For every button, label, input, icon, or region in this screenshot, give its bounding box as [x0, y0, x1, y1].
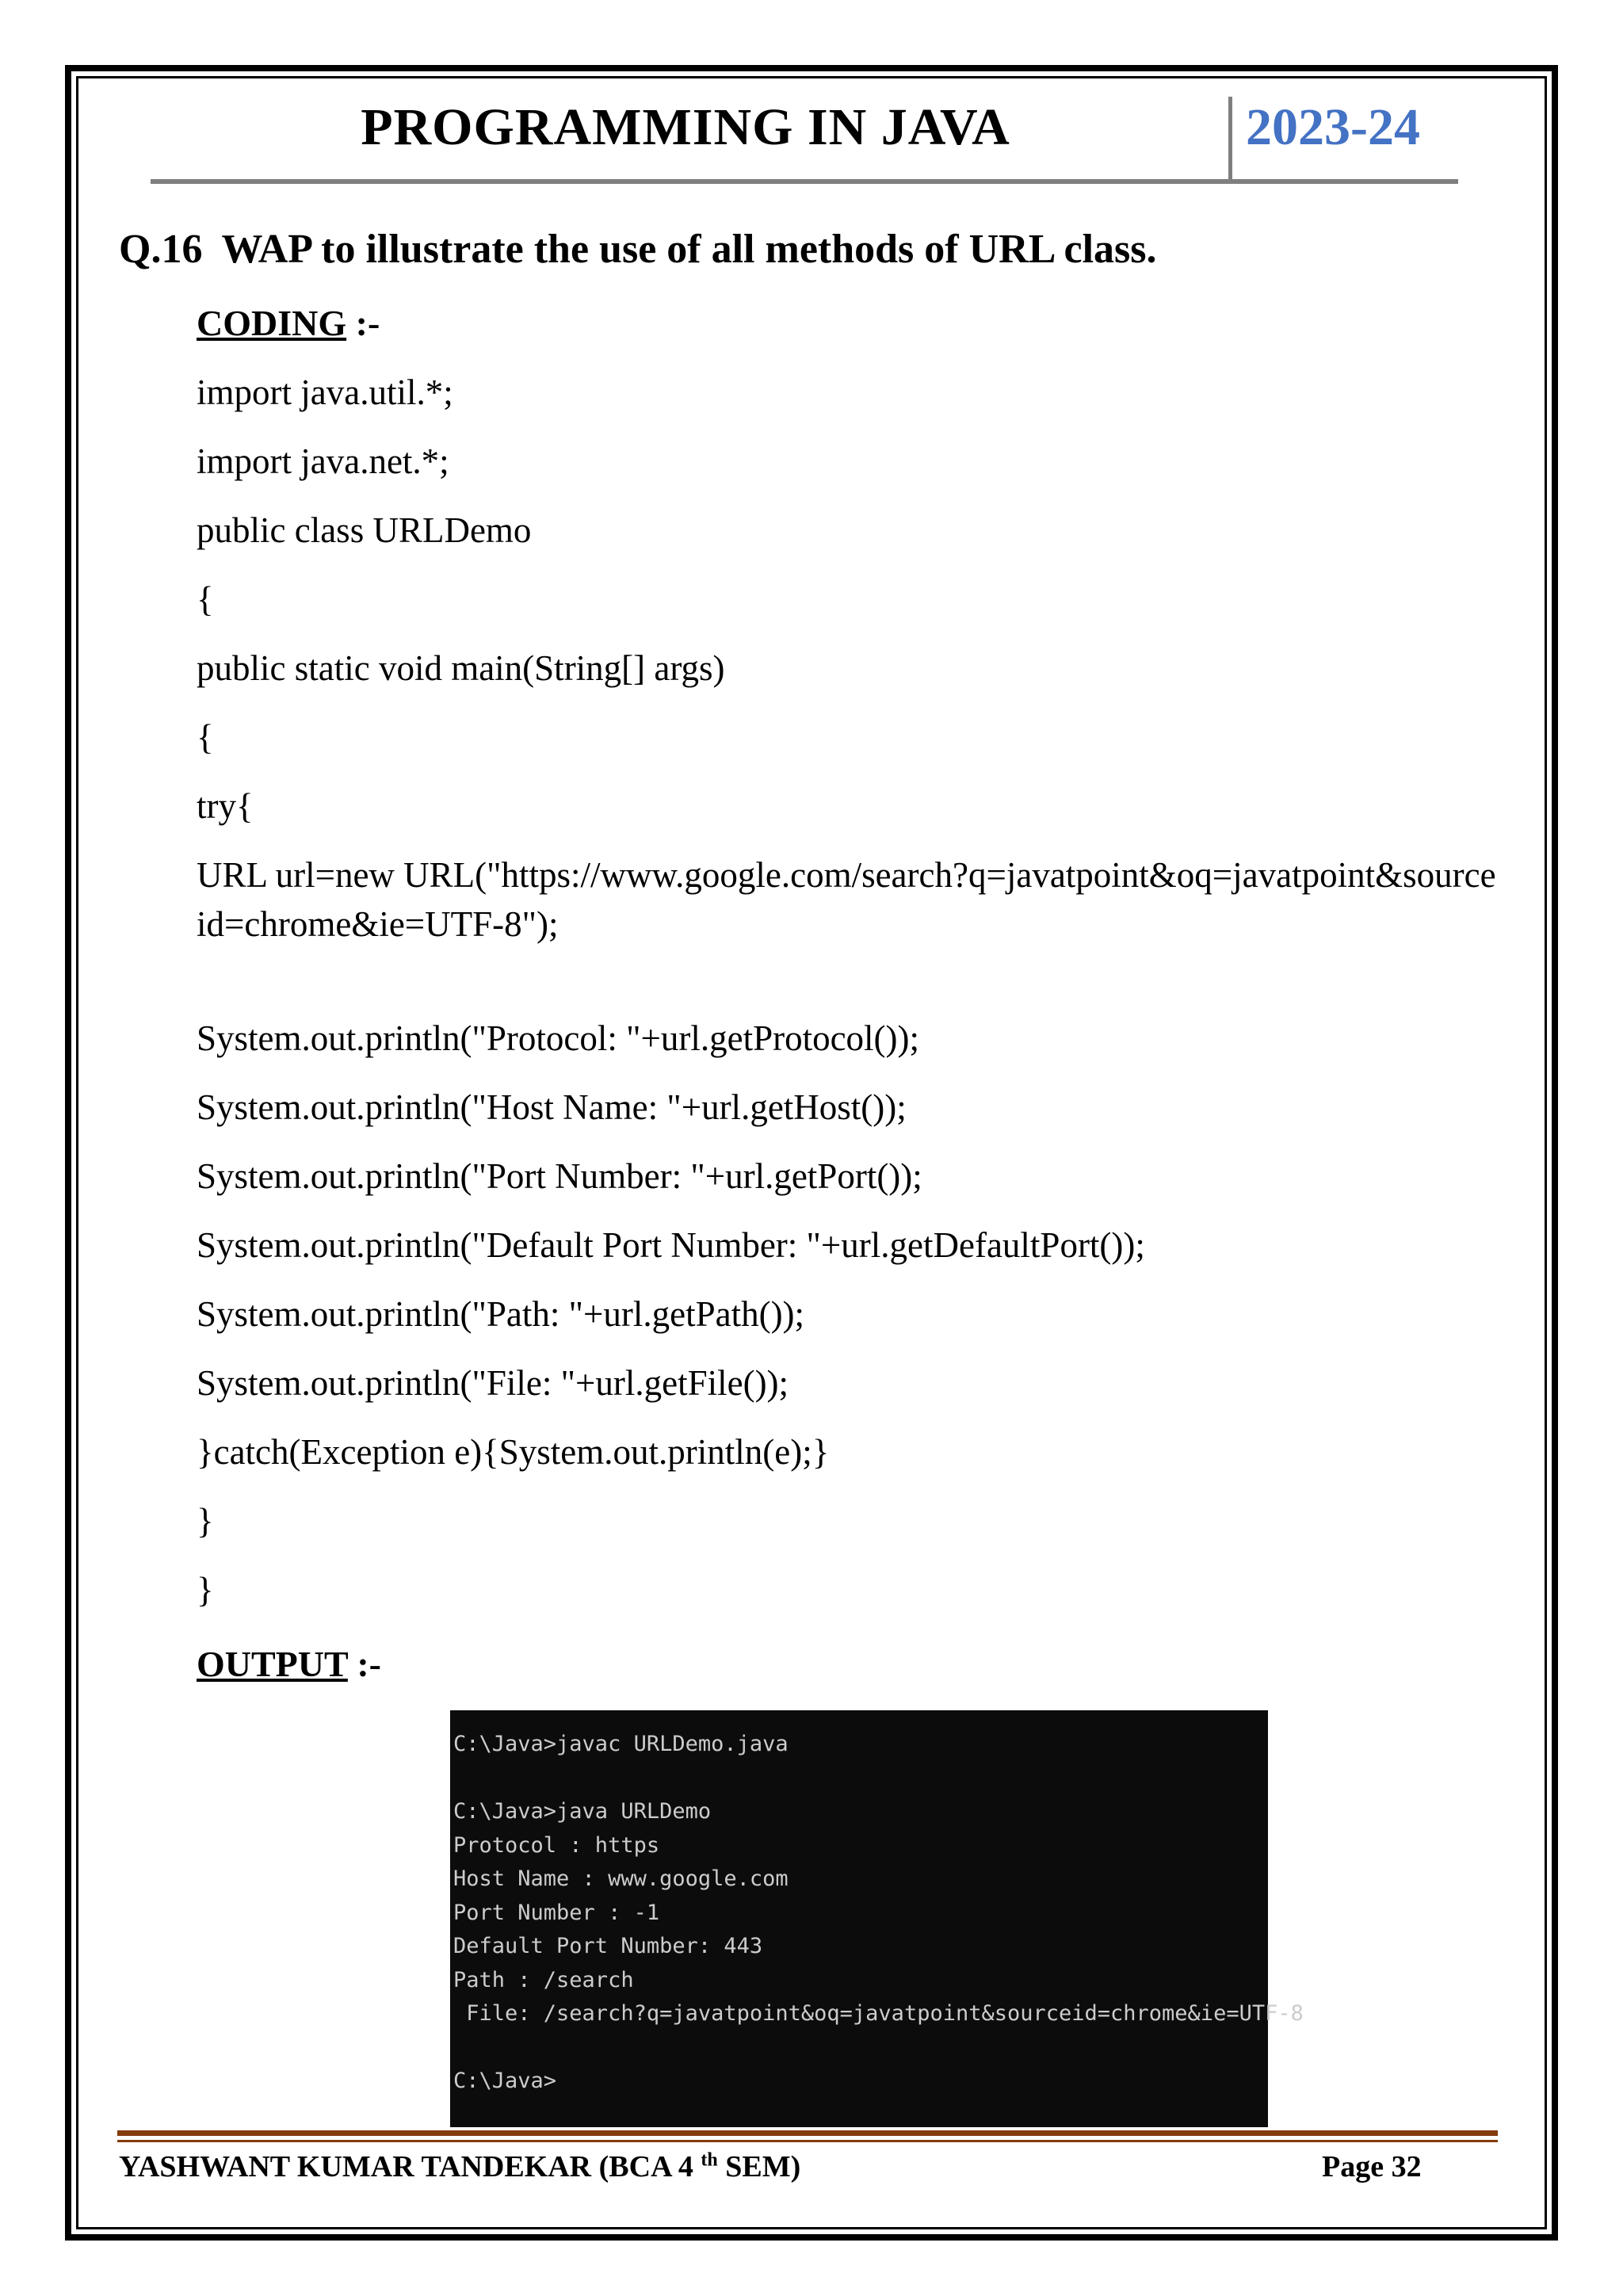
footer-rule	[117, 2130, 1498, 2136]
code-line: System.out.println("Port Number: "+url.getPort());	[197, 1156, 922, 1196]
code-line: import java.util.*;	[197, 372, 453, 412]
console-line: C:\Java>javac URLDemo.java	[453, 1732, 789, 1756]
footer-author	[119, 2149, 800, 2184]
page-header-title: PROGRAMMING IN JAVA	[361, 98, 1010, 156]
coding-heading	[197, 301, 380, 345]
output-heading-suffix: :-	[357, 1644, 381, 1684]
question-text: WAP to illustrate the use of all methods of URL class.	[221, 227, 1157, 272]
console-line: Default Port Number: 443	[453, 1934, 763, 1958]
code-line: {	[197, 717, 214, 757]
page-number: Page 32	[1322, 2150, 1422, 2183]
console-line	[453, 1762, 1268, 1796]
code-line: try{	[197, 786, 254, 826]
code-line: }catch(Exception e){System.out.println(e);}	[197, 1432, 830, 1472]
code-line: System.out.println("Default Port Number: "+url.getDefaultPort());	[197, 1225, 1145, 1265]
console-line: Host Name : www.google.com	[453, 1866, 789, 1891]
console-line: Protocol : https	[453, 1832, 660, 1858]
code-line: System.out.println("Path: "+url.getPath());	[197, 1294, 805, 1334]
footer-author-sup: th	[701, 2149, 718, 2171]
coding-heading-suffix: :-	[355, 303, 380, 343]
code-line: import java.net.*;	[197, 441, 449, 481]
console-line: Port Number : -1	[453, 1900, 660, 1925]
console-line: C:\Java>java URLDemo	[453, 1799, 712, 1824]
console-line: File: /search?q=javatpoint&oq=javatpoint&sourceid=chrome&ie=UTF-8	[453, 2001, 1304, 2026]
footer-rule-thin	[117, 2140, 1498, 2142]
header-divider	[1228, 97, 1232, 184]
question-number: Q.16	[119, 227, 203, 272]
console-line: Path : /search	[453, 1967, 634, 1992]
code-line: public static void main(String[] args)	[197, 648, 725, 688]
footer-author-prefix: YASHWANT KUMAR TANDEKAR (BCA 4	[119, 2150, 693, 2183]
footer-author-suffix: SEM)	[725, 2150, 801, 2183]
console-output-screenshot	[450, 1710, 1304, 2127]
coding-heading-label: CODING	[197, 303, 347, 343]
header-rule	[151, 179, 1458, 184]
code-line: }	[197, 1501, 214, 1541]
code-line: System.out.println("Protocol: "+url.getProtocol());	[197, 1018, 920, 1058]
code-line: System.out.println("File: "+url.getFile());	[197, 1363, 789, 1403]
code-line: public class URLDemo	[197, 510, 532, 550]
output-heading-label: OUTPUT	[197, 1644, 348, 1684]
question-title	[119, 225, 1157, 274]
page-header-year: 2023-24	[1246, 98, 1420, 156]
console-line	[453, 2031, 1268, 2065]
code-line-url: URL url=new URL("https://www.google.com/search?q=javatpoint&oq=javatpoint&sourceid=chrome&ie=UTF-8");	[197, 855, 1496, 944]
code-line: }	[197, 1570, 214, 1610]
output-heading	[197, 1642, 381, 1686]
console-line: C:\Java>	[453, 2069, 557, 2093]
code-line: System.out.println("Host Name: "+url.getHost());	[197, 1087, 907, 1127]
code-line: {	[197, 579, 214, 619]
